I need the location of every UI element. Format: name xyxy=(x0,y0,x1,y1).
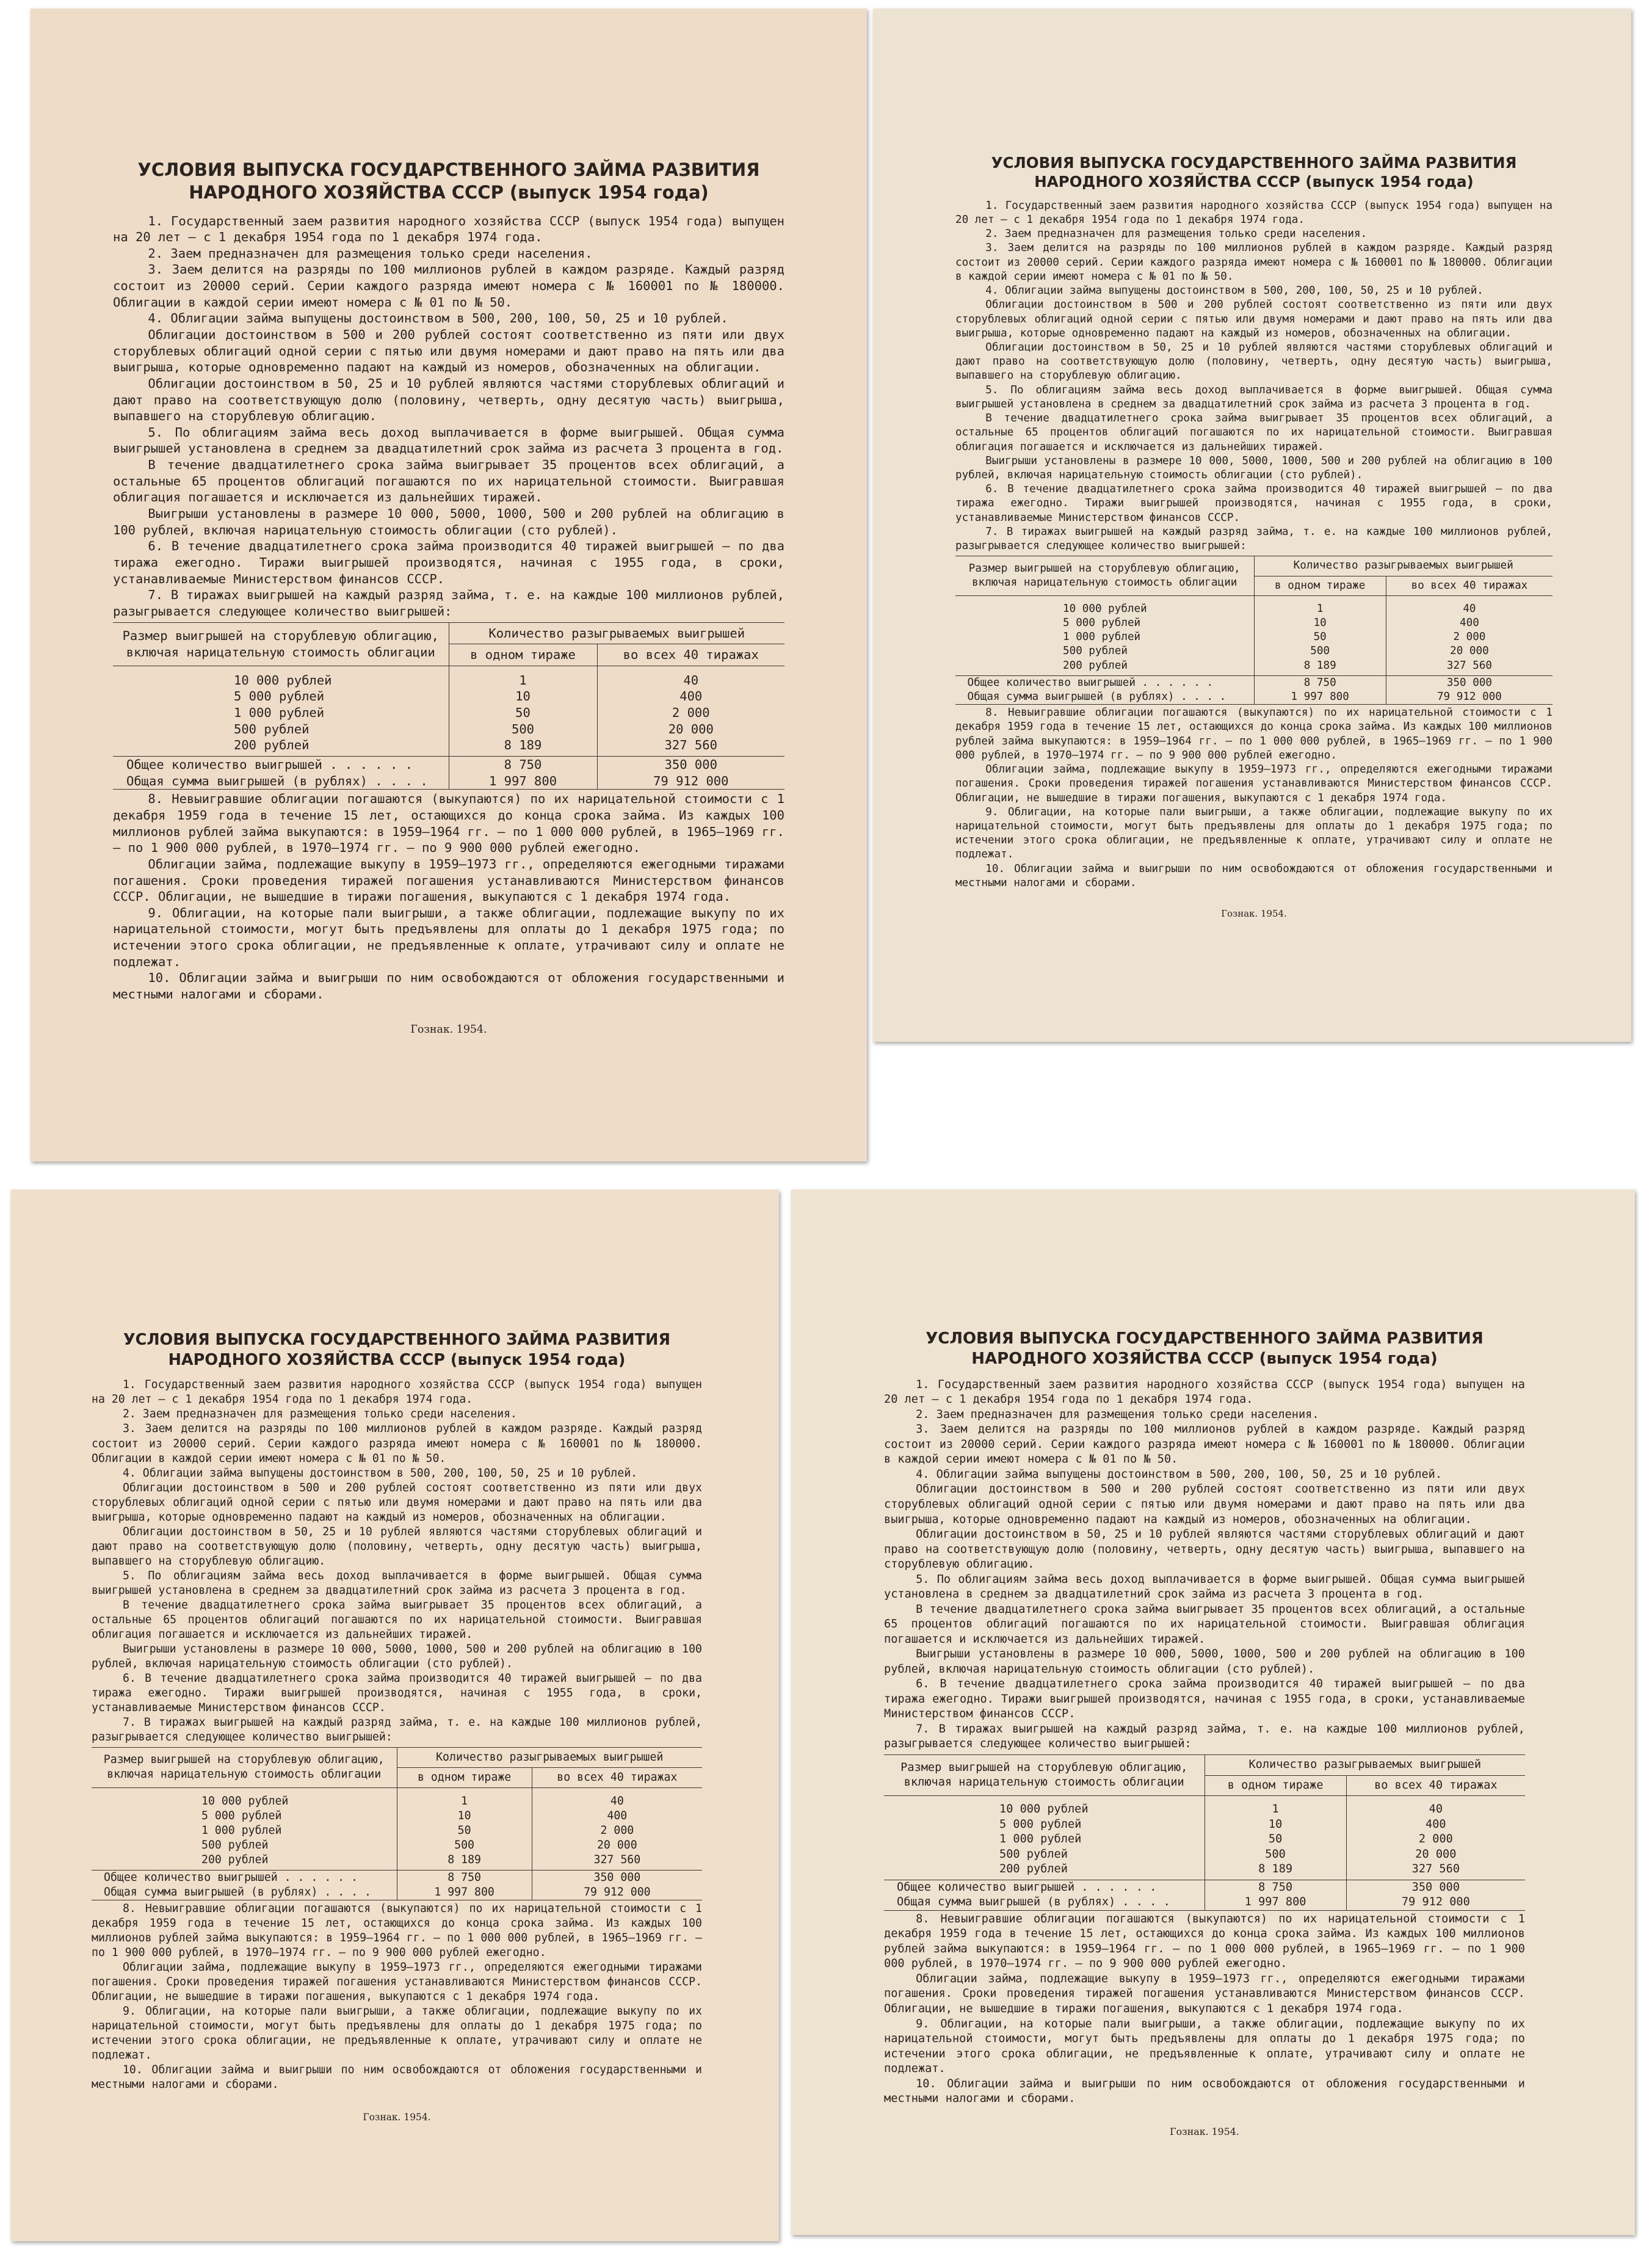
condition-paragraph-5: Облигации достоинством в 500 и 200 рублей состоят соответственно из пяти или двух сторублевых облигаций одной серии с пятью или двумя номерами и дают право на пять или два выигрыша, которые одновременно падают на каждый из номеров, обозначенных на облигации. xyxy=(884,1483,1525,1526)
table-row-total-sum xyxy=(955,690,1552,705)
winnings-table xyxy=(92,1747,702,1900)
condition-paragraph-1: 1. Государственный заем развития народного хозяйства СССР (выпуск 1954 года) выпущен на 20 лет — с 1 декабря 1954 года по 1 декабря 1974 года. xyxy=(884,1378,1525,1406)
winnings-table xyxy=(884,1754,1525,1911)
imprint-goznak: Гознак. 1954. xyxy=(363,2112,431,2123)
winnings-size: 1 000 рублей xyxy=(113,705,449,721)
title-line-2: НАРОДНОГО ХОЗЯЙСТВА СССР (выпуск 1954 года) xyxy=(971,1350,1438,1369)
count-one-draw: 10 xyxy=(449,688,597,705)
table-row xyxy=(955,595,1552,616)
winnings-size: 1 000 рублей xyxy=(955,630,1254,644)
count-one-draw: 500 xyxy=(1205,1847,1346,1863)
subheader-one-draw: в одном тираже xyxy=(449,644,597,666)
count-all-draws: 327 560 xyxy=(1411,1863,1460,1876)
table-row xyxy=(884,1796,1525,1817)
condition-paragraph-4: 4. Облигации займа выпущены достоинством в 500, 200, 100, 50, 25 и 10 рублей. xyxy=(122,1466,638,1480)
count-all-draws: 400 xyxy=(1460,616,1479,629)
total-sum-one: 1 997 800 xyxy=(397,1885,532,1900)
total-sum-one: 1 997 800 xyxy=(1254,690,1386,705)
condition-paragraph-15: 10. Облигации займа и выигрыши по ним освобождаются от обложения государственными и местными налогами и сборами. xyxy=(955,862,1552,889)
condition-paragraph-2: 2. Заем предназначен для размещения только среди населения. xyxy=(148,245,593,261)
conditions-after-table xyxy=(884,1912,1525,2107)
total-count-all: 350 000 xyxy=(597,757,784,773)
condition-paragraph-6: Облигации достоинством в 50, 25 и 10 рублей являются частями сторублевых облигаций и дают право на соответствующую долю (половину, четверть, одну десятую часть) выигрыша, выпавшего на сторублевую облигацию. xyxy=(884,1528,1525,1571)
winnings-size: 10 000 рублей xyxy=(92,1787,397,1809)
table-row xyxy=(113,721,784,738)
conditions-before-table xyxy=(955,199,1552,553)
condition-paragraph-3: 3. Заем делится на разряды по 100 миллионов рублей в каждом разряде. Каждый разряд состоит из 20000 серий. Серии каждого разряда имеют номера с № 160001 по № 180000. Облигации в каждой серии имеют номера с № 01 по № 50. xyxy=(955,242,1552,283)
sheet-content xyxy=(113,159,784,1037)
table-row xyxy=(884,1817,1525,1833)
subheader-one-draw: в одном тираже xyxy=(1254,576,1386,595)
condition-paragraph-5: Облигации достоинством в 500 и 200 рублей состоят соответственно из пяти или двух сторублевых облигаций одной серии с пятью или двумя номерами и дают право на пять или два выигрыша, которые одновременно падают на каждый из номеров, обозначенных на облигации. xyxy=(113,327,784,375)
col-header-count: Количество разыгрываемых выигрышей xyxy=(449,622,784,644)
winnings-rows xyxy=(955,595,1552,675)
sheet-content xyxy=(884,1329,1525,2139)
table-row xyxy=(884,1847,1525,1863)
condition-paragraph-11: 7. В тиражах выигрышей на каждый разряд займа, т. е. на каждые 100 миллионов рублей, разыгрывается следующее количество выигрышей: xyxy=(884,1722,1525,1751)
winnings-size: 10 000 рублей xyxy=(113,666,449,688)
table-row xyxy=(884,1862,1525,1880)
winnings-rows xyxy=(884,1796,1525,1880)
condition-paragraph-7: 5. По облигациям займа весь доход выплачивается в форме выигрышей. Общая сумма выигрышей установлена в среднем за двадцатилетний срок займа из расчета 3 процента в год. xyxy=(955,384,1552,410)
bond-sheet-top-right xyxy=(873,9,1631,1042)
winnings-size: 500 рублей xyxy=(955,644,1254,658)
condition-paragraph-13: Облигации займа, подлежащие выкупу в 1959—1973 гг., определяются ежегодными тиражами погашения. Сроки проведения тиражей погашения устанавливаются Министерством финансов СССР. Облигации, не вышедшие в тиражи погашения, выкупаются с 1 декабря 1974 года. xyxy=(955,763,1552,804)
total-count-all: 350 000 xyxy=(1386,675,1552,690)
table-row xyxy=(92,1809,702,1823)
count-one-draw: 50 xyxy=(1205,1832,1346,1847)
condition-paragraph-12: 8. Невыигравшие облигации погашаются (выкупаются) по их нарицательной стоимости с 1 декабря 1959 года в течение 15 лет, остающихся до конца срока займа. Из каждых 100 миллионов рублей займа выкупаются: в 1959—1964 гг. — по 1 000 000 рублей, в 1965—1969 гг. — по 1 900 000 рублей, в 1970—1974 гг. — по 9 900 000 рублей ежегодно. xyxy=(955,707,1552,762)
winnings-rows xyxy=(92,1787,702,1870)
condition-paragraph-12: 8. Невыигравшие облигации погашаются (выкупаются) по их нарицательной стоимости с 1 декабря 1959 года в течение 15 лет, остающихся до конца срока займа. Из каждых 100 миллионов рублей займа выкупаются: в 1959—1964 гг. — по 1 000 000 рублей, в 1965—1969 гг. — по 1 900 000 рублей, в 1970—1974 гг. — по 9 900 000 рублей ежегодно. xyxy=(113,791,784,856)
condition-paragraph-1: 1. Государственный заем развития народного хозяйства СССР (выпуск 1954 года) выпущен на 20 лет — с 1 декабря 1954 года по 1 декабря 1974 года. xyxy=(955,199,1552,227)
condition-paragraph-8: В течение двадцатилетнего срока займа выигрывает 35 процентов всех облигаций, а остальные 65 процентов облигаций погашаются по их нарицательной стоимости. Выигравшая облигация погашается и исключается из дальнейших тиражей. xyxy=(884,1602,1525,1646)
count-all-draws: 20 000 xyxy=(668,721,714,736)
winnings-rows xyxy=(113,666,784,756)
sheet-content xyxy=(92,1330,702,2124)
count-all-draws: 327 560 xyxy=(664,738,717,753)
conditions-after-table xyxy=(92,1902,702,2092)
subheader-one-draw: в одном тираже xyxy=(1205,1775,1346,1796)
title-line-1: УСЛОВИЯ ВЫПУСКА ГОСУДАРСТВЕННОГО ЗАЙМА РАЗВИТИЯ xyxy=(926,1329,1484,1348)
winnings-size: 500 рублей xyxy=(92,1838,397,1853)
condition-paragraph-15: 10. Облигации займа и выигрыши по ним освобождаются от обложения государственными и местными налогами и сборами. xyxy=(92,2063,702,2092)
total-count-one: 8 750 xyxy=(449,757,597,773)
condition-paragraph-9: Выигрыши установлены в размере 10 000, 5000, 1000, 500 и 200 рублей на облигацию в 100 рублей, включая нарицательную стоимость облигации (сто рублей). xyxy=(113,506,784,537)
winnings-size: 200 рублей xyxy=(884,1862,1205,1880)
count-one-draw: 1 xyxy=(1254,595,1386,616)
condition-paragraph-8: В течение двадцатилетнего срока займа выигрывает 35 процентов всех облигаций, а остальные 65 процентов облигаций погашаются по их нарицательной стоимости. Выигравшая облигация погашается и исключается из дальнейших тиражей. xyxy=(955,412,1552,453)
document-title xyxy=(884,1329,1525,1370)
count-one-draw: 8 189 xyxy=(1254,659,1386,676)
bond-sheet-bottom-right xyxy=(791,1190,1635,2235)
winnings-size: 10 000 рублей xyxy=(955,595,1254,616)
condition-paragraph-13: Облигации займа, подлежащие выкупу в 1959—1973 гг., определяются ежегодными тиражами погашения. Сроки проведения тиражей погашения устанавливаются Министерством финансов СССР. Облигации, не вышедшие в тиражи погашения, выкупаются с 1 декабря 1974 года. xyxy=(92,1961,702,2004)
count-one-draw: 50 xyxy=(397,1823,532,1838)
winnings-size: 5 000 рублей xyxy=(92,1809,397,1823)
imprint-goznak: Гознак. 1954. xyxy=(1221,907,1287,919)
total-count-all: 350 000 xyxy=(532,1870,702,1885)
title-line-2: НАРОДНОГО ХОЗЯЙСТВА СССР (выпуск 1954 года) xyxy=(189,182,709,203)
table-row-total-count xyxy=(955,675,1552,690)
winnings-size: 200 рублей xyxy=(92,1853,397,1870)
winnings-size: 5 000 рублей xyxy=(113,688,449,705)
total-sum-all: 79 912 000 xyxy=(1401,1896,1470,1909)
condition-paragraph-15: 10. Облигации займа и выигрыши по ним освобождаются от обложения государственными и местными налогами и сборами. xyxy=(884,2077,1525,2106)
table-row xyxy=(955,616,1552,630)
conditions-before-table xyxy=(113,213,784,620)
table-row xyxy=(92,1787,702,1809)
subheader-all-draws: во всех 40 тиражах xyxy=(532,1767,702,1787)
title-line-2: НАРОДНОГО ХОЗЯЙСТВА СССР (выпуск 1954 года) xyxy=(168,1350,626,1369)
winnings-table xyxy=(955,556,1552,705)
table-row xyxy=(955,659,1552,676)
count-one-draw: 500 xyxy=(449,721,597,738)
document-title xyxy=(955,153,1552,192)
sheet-content xyxy=(955,153,1552,920)
condition-paragraph-5: Облигации достоинством в 500 и 200 рублей состоят соответственно из пяти или двух сторублевых облигаций одной серии с пятью или двумя номерами и дают право на пять или два выигрыша, которые одновременно падают на каждый из номеров, обозначенных на облигации. xyxy=(92,1481,702,1524)
condition-paragraph-15: 10. Облигации займа и выигрыши по ним освобождаются от обложения государственными и местными налогами и сборами. xyxy=(113,970,784,1002)
total-count-all: 350 000 xyxy=(1346,1880,1525,1895)
table-row xyxy=(113,688,784,705)
condition-paragraph-3: 3. Заем делится на разряды по 100 миллионов рублей в каждом разряде. Каждый разряд состоит из 20000 серий. Серии каждого разряда имеют номера с № 160001 по № 180000. Облигации в каждой серии имеют номера с № 01 по № 50. xyxy=(92,1422,702,1465)
table-row xyxy=(113,737,784,756)
condition-paragraph-7: 5. По облигациям займа весь доход выплачивается в форме выигрышей. Общая сумма выигрышей установлена в среднем за двадцатилетний срок займа из расчета 3 процента в год. xyxy=(92,1569,702,1597)
total-count-one: 8 750 xyxy=(1205,1880,1346,1895)
imprint-goznak: Гознак. 1954. xyxy=(410,1023,487,1036)
total-count-label: Общее количество выигрышей . . . . . . xyxy=(92,1870,397,1885)
title-line-1: УСЛОВИЯ ВЫПУСКА ГОСУДАРСТВЕННОГО ЗАЙМА РАЗВИТИЯ xyxy=(123,1331,670,1349)
condition-paragraph-8: В течение двадцатилетнего срока займа выигрывает 35 процентов всех облигаций, а остальные 65 процентов облигаций погашаются по их нарицательной стоимости. Выигравшая облигация погашается и исключается из дальнейших тиражей. xyxy=(113,457,784,505)
total-count-label: Общее количество выигрышей . . . . . . xyxy=(113,757,449,773)
total-sum-all: 79 912 000 xyxy=(653,773,729,788)
winnings-size: 200 рублей xyxy=(113,737,449,756)
total-count-label: Общее количество выигрышей . . . . . . xyxy=(884,1880,1205,1895)
condition-paragraph-9: Выигрыши установлены в размере 10 000, 5000, 1000, 500 и 200 рублей на облигацию в 100 рублей, включая нарицательную стоимость облигации (сто рублей). xyxy=(955,454,1552,481)
condition-paragraph-6: Облигации достоинством в 50, 25 и 10 рублей являются частями сторублевых облигаций и дают право на соответствующую долю (половину, четверть, одну десятую часть) выигрыша, выпавшего на сторублевую облигацию. xyxy=(955,341,1552,382)
condition-paragraph-10: 6. В течение двадцатилетнего срока займа производится 40 тиражей выигрышей — по два тиража ежегодно. Тиражи выигрышей производятся, начиная с 1955 года, в сроки, устанавливаемые Министерством финансов СССР. xyxy=(92,1671,702,1714)
condition-paragraph-4: 4. Облигации займа выпущены достоинством в 500, 200, 100, 50, 25 и 10 рублей. xyxy=(148,311,728,326)
count-all-draws: 2 000 xyxy=(672,705,710,721)
total-sum-label: Общая сумма выигрышей (в рублях) . . . . xyxy=(884,1895,1205,1910)
subheader-all-draws: во всех 40 тиражах xyxy=(597,644,784,666)
total-sum-all: 79 912 000 xyxy=(1436,691,1502,703)
condition-paragraph-1: 1. Государственный заем развития народного хозяйства СССР (выпуск 1954 года) выпущен на 20 лет — с 1 декабря 1954 года по 1 декабря 1974 года. xyxy=(113,213,784,245)
document-title xyxy=(92,1330,702,1370)
conditions-after-table xyxy=(955,706,1552,890)
winnings-size: 500 рублей xyxy=(884,1847,1205,1863)
condition-paragraph-5: Облигации достоинством в 500 и 200 рублей состоят соответственно из пяти или двух сторублевых облигаций одной серии с пятью или двумя номерами и дают право на пять или два выигрыша, которые одновременно падают на каждый из номеров, обозначенных на облигации. xyxy=(955,299,1552,340)
subheader-one-draw: в одном тираже xyxy=(397,1767,532,1787)
count-all-draws: 2 000 xyxy=(1453,631,1486,644)
total-sum-label: Общая сумма выигрышей (в рублях) . . . . xyxy=(113,773,449,790)
count-one-draw: 10 xyxy=(397,1809,532,1823)
count-one-draw: 8 189 xyxy=(1205,1862,1346,1880)
table-row xyxy=(884,1832,1525,1847)
table-row-total-count xyxy=(884,1880,1525,1895)
count-all-draws: 400 xyxy=(607,1809,628,1822)
count-all-draws: 2 000 xyxy=(1418,1833,1453,1846)
conditions-after-table xyxy=(113,791,784,1002)
conditions-before-table xyxy=(884,1378,1525,1752)
condition-paragraph-9: Выигрыши установлены в размере 10 000, 5000, 1000, 500 и 200 рублей на облигацию в 100 рублей, включая нарицательную стоимость облигации (сто рублей). xyxy=(92,1642,702,1670)
count-one-draw: 8 189 xyxy=(397,1853,532,1870)
condition-paragraph-4: 4. Облигации займа выпущены достоинством в 500, 200, 100, 50, 25 и 10 рублей. xyxy=(916,1467,1443,1481)
table-row xyxy=(113,666,784,688)
table-row xyxy=(92,1823,702,1838)
condition-paragraph-1: 1. Государственный заем развития народного хозяйства СССР (выпуск 1954 года) выпущен на 20 лет — с 1 декабря 1954 года по 1 декабря 1974 года. xyxy=(92,1378,702,1406)
table-row-total-count xyxy=(113,757,784,773)
count-one-draw: 500 xyxy=(1254,644,1386,658)
table-row xyxy=(955,630,1552,644)
count-one-draw: 10 xyxy=(1254,616,1386,630)
winnings-size: 5 000 рублей xyxy=(955,616,1254,630)
count-all-draws: 400 xyxy=(1426,1817,1446,1831)
total-sum-one: 1 997 800 xyxy=(449,773,597,790)
count-all-draws: 40 xyxy=(1346,1796,1525,1817)
winnings-size: 200 рублей xyxy=(955,659,1254,676)
table-row xyxy=(955,644,1552,658)
table-row-total-sum xyxy=(113,773,784,790)
winnings-size: 10 000 рублей xyxy=(884,1796,1205,1817)
condition-paragraph-12: 8. Невыигравшие облигации погашаются (выкупаются) по их нарицательной стоимости с 1 декабря 1959 года в течение 15 лет, остающихся до конца срока займа. Из каждых 100 миллионов рублей займа выкупаются: в 1959—1964 гг. — по 1 000 000 рублей, в 1965—1969 гг. — по 1 900 000 рублей, в 1970—1974 гг. — по 9 900 000 рублей ежегодно. xyxy=(884,1912,1525,1971)
count-all-draws: 327 560 xyxy=(1446,659,1493,672)
table-row xyxy=(92,1838,702,1853)
conditions-before-table xyxy=(92,1378,702,1744)
title-line-1: УСЛОВИЯ ВЫПУСКА ГОСУДАРСТВЕННОГО ЗАЙМА РАЗВИТИЯ xyxy=(991,154,1517,172)
count-all-draws: 40 xyxy=(532,1787,702,1809)
condition-paragraph-7: 5. По облигациям займа весь доход выплачивается в форме выигрышей. Общая сумма выигрышей установлена в среднем за двадцатилетний срок займа из расчета 3 процента в год. xyxy=(884,1572,1525,1601)
condition-paragraph-14: 9. Облигации, на которые пали выигрыши, а также облигации, подлежащие выкупу по их нарицательной стоимости, могут быть предъявлены для оплаты до 1 декабря 1975 года; по истечении этого срока облигации, не предъявленные к оплате, утрачивают силу и оплате не подлежат. xyxy=(113,905,784,969)
condition-paragraph-2: 2. Заем предназначен для размещения только среди населения. xyxy=(122,1408,517,1421)
condition-paragraph-13: Облигации займа, подлежащие выкупу в 1959—1973 гг., определяются ежегодными тиражами погашения. Сроки проведения тиражей погашения устанавливаются Министерством финансов СССР. Облигации, не вышедшие в тиражи погашения, выкупаются с 1 декабря 1974 года. xyxy=(113,856,784,904)
title-line-2: НАРОДНОГО ХОЗЯЙСТВА СССР (выпуск 1954 года) xyxy=(1034,173,1474,191)
count-one-draw: 500 xyxy=(397,1838,532,1853)
total-count-one: 8 750 xyxy=(397,1870,532,1885)
subheader-all-draws: во всех 40 тиражах xyxy=(1346,1775,1525,1796)
table-row-total-sum xyxy=(884,1895,1525,1910)
col-header-size: Размер выигрышей на сторублевую облигацию, включая нарицательную стоимость облигации xyxy=(92,1747,397,1787)
condition-paragraph-11: 7. В тиражах выигрышей на каждый разряд займа, т. е. на каждые 100 миллионов рублей, разыгрывается следующее количество выигрышей: xyxy=(113,587,784,619)
count-one-draw: 8 189 xyxy=(449,737,597,756)
condition-paragraph-10: 6. В течение двадцатилетнего срока займа производится 40 тиражей выигрышей — по два тиража ежегодно. Тиражи выигрышей производятся, начиная с 1955 года, в сроки, устанавливаемые Министерством финансов СССР. xyxy=(955,483,1552,524)
col-header-count: Количество разыгрываемых выигрышей xyxy=(1254,556,1552,576)
total-count-label: Общее количество выигрышей . . . . . . xyxy=(955,675,1254,690)
condition-paragraph-8: В течение двадцатилетнего срока займа выигрывает 35 процентов всех облигаций, а остальные 65 процентов облигаций погашаются по их нарицательной стоимости. Выигравшая облигация погашается и исключается из дальнейших тиражей. xyxy=(92,1598,702,1641)
condition-paragraph-14: 9. Облигации, на которые пали выигрыши, а также облигации, подлежащие выкупу по их нарицательной стоимости, могут быть предъявлены для оплаты до 1 декабря 1975 года; по истечении этого срока облигации, не предъявленные к оплате, утрачивают силу и оплате не подлежат. xyxy=(884,2017,1525,2076)
winnings-size: 500 рублей xyxy=(113,721,449,738)
col-header-count: Количество разыгрываемых выигрышей xyxy=(1205,1755,1525,1776)
condition-paragraph-3: 3. Заем делится на разряды по 100 миллионов рублей в каждом разряде. Каждый разряд состоит из 20000 серий. Серии каждого разряда имеют номера с № 160001 по № 180000. Облигации в каждой серии имеют номера с № 01 по № 50. xyxy=(113,262,784,310)
subheader-all-draws: во всех 40 тиражах xyxy=(1386,576,1552,595)
bond-sheet-bottom-left xyxy=(11,1190,779,2241)
table-row-total-sum xyxy=(92,1885,702,1900)
col-header-size: Размер выигрышей на сторублевую облигацию, включая нарицательную стоимость облигации xyxy=(113,622,449,666)
count-all-draws: 40 xyxy=(597,666,784,688)
winnings-size: 1 000 рублей xyxy=(884,1832,1205,1847)
condition-paragraph-10: 6. В течение двадцатилетнего срока займа производится 40 тиражей выигрышей — по два тиража ежегодно. Тиражи выигрышей производятся, начиная с 1955 года, в сроки, устанавливаемые Министерством финансов СССР. xyxy=(884,1678,1525,1721)
total-sum-label: Общая сумма выигрышей (в рублях) . . . . xyxy=(955,690,1254,705)
count-all-draws: 40 xyxy=(1386,595,1552,616)
total-sum-label: Общая сумма выигрышей (в рублях) . . . . xyxy=(92,1885,397,1900)
count-all-draws: 20 000 xyxy=(596,1838,637,1852)
table-row xyxy=(92,1853,702,1870)
count-one-draw: 1 xyxy=(397,1787,532,1809)
winnings-size: 1 000 рублей xyxy=(92,1823,397,1838)
condition-paragraph-2: 2. Заем предназначен для размещения только среди населения. xyxy=(985,228,1368,241)
condition-paragraph-11: 7. В тиражах выигрышей на каждый разряд займа, т. е. на каждые 100 миллионов рублей, разыгрывается следующее количество выигрышей: xyxy=(955,525,1552,553)
condition-paragraph-2: 2. Заем предназначен для размещения только среди населения. xyxy=(916,1408,1319,1421)
count-one-draw: 50 xyxy=(1254,630,1386,644)
condition-paragraph-4: 4. Облигации займа выпущены достоинством в 500, 200, 100, 50, 25 и 10 рублей. xyxy=(985,285,1484,297)
count-all-draws: 20 000 xyxy=(1415,1847,1457,1861)
condition-paragraph-6: Облигации достоинством в 50, 25 и 10 рублей являются частями сторублевых облигаций и дают право на соответствующую долю (половину, четверть, одну десятую часть) выигрыша, выпавшего на сторублевую облигацию. xyxy=(113,376,784,424)
title-line-1: УСЛОВИЯ ВЫПУСКА ГОСУДАРСТВЕННОГО ЗАЙМА РАЗВИТИЯ xyxy=(137,159,760,180)
document-title xyxy=(113,159,784,204)
condition-paragraph-14: 9. Облигации, на которые пали выигрыши, а также облигации, подлежащие выкупу по их нарицательной стоимости, могут быть предъявлены для оплаты до 1 декабря 1975 года; по истечении этого срока облигации, не предъявленные к оплате, утрачивают силу и оплате не подлежат. xyxy=(955,805,1552,861)
condition-paragraph-10: 6. В течение двадцатилетнего срока займа производится 40 тиражей выигрышей — по два тиража ежегодно. Тиражи выигрышей производятся, начиная с 1955 года, в сроки, устанавливаемые Министерством финансов СССР. xyxy=(113,539,784,586)
winnings-table xyxy=(113,622,784,790)
total-sum-all: 79 912 000 xyxy=(584,1885,651,1899)
condition-paragraph-11: 7. В тиражах выигрышей на каждый разряд займа, т. е. на каждые 100 миллионов рублей, разыгрывается следующее количество выигрышей: xyxy=(92,1715,702,1743)
condition-paragraph-13: Облигации займа, подлежащие выкупу в 1959—1973 гг., определяются ежегодными тиражами погашения. Сроки проведения тиражей погашения устанавливаются Министерством финансов СССР. Облигации, не вышедшие в тиражи погашения, выкупаются с 1 декабря 1974 года. xyxy=(884,1972,1525,2015)
condition-paragraph-9: Выигрыши установлены в размере 10 000, 5000, 1000, 500 и 200 рублей на облигацию в 100 рублей, включая нарицательную стоимость облигации (сто рублей). xyxy=(884,1648,1525,1676)
condition-paragraph-12: 8. Невыигравшие облигации погашаются (выкупаются) по их нарицательной стоимости с 1 декабря 1959 года в течение 15 лет, остающихся до конца срока займа. Из каждых 100 миллионов рублей займа выкупаются: в 1959—1964 гг. — по 1 000 000 рублей, в 1965—1969 гг. — по 1 900 000 рублей, в 1970—1974 гг. — по 9 900 000 рублей ежегодно. xyxy=(92,1902,702,1960)
table-row-total-count xyxy=(92,1870,702,1885)
count-all-draws: 20 000 xyxy=(1450,645,1489,658)
count-one-draw: 1 xyxy=(1205,1796,1346,1817)
condition-paragraph-6: Облигации достоинством в 50, 25 и 10 рублей являются частями сторублевых облигаций и дают право на соответствующую долю (половину, четверть, одну десятую часть) выигрыша, выпавшего на сторублевую облигацию. xyxy=(92,1525,702,1568)
count-one-draw: 50 xyxy=(449,705,597,721)
imprint-goznak: Гознак. 1954. xyxy=(1170,2125,1239,2137)
bond-sheet-top-left xyxy=(31,9,867,1162)
total-count-one: 8 750 xyxy=(1254,675,1386,690)
col-header-size: Размер выигрышей на сторублевую облигацию, включая нарицательную стоимость облигации xyxy=(955,556,1254,595)
col-header-count: Количество разыгрываемых выигрышей xyxy=(397,1747,702,1767)
count-one-draw: 1 xyxy=(449,666,597,688)
condition-paragraph-7: 5. По облигациям займа весь доход выплачивается в форме выигрышей. Общая сумма выигрышей установлена в среднем за двадцатилетний срок займа из расчета 3 процента в год. xyxy=(113,424,784,456)
count-all-draws: 327 560 xyxy=(593,1853,641,1866)
count-one-draw: 10 xyxy=(1205,1817,1346,1833)
col-header-size: Размер выигрышей на сторублевую облигацию, включая нарицательную стоимость облигации xyxy=(884,1755,1205,1796)
total-sum-one: 1 997 800 xyxy=(1205,1895,1346,1910)
table-row xyxy=(113,705,784,721)
condition-paragraph-14: 9. Облигации, на которые пали выигрыши, а также облигации, подлежащие выкупу по их нарицательной стоимости, могут быть предъявлены для оплаты до 1 декабря 1975 года; по истечении этого срока облигации, не предъявленные к оплате, утрачивают силу и оплате не подлежат. xyxy=(92,2005,702,2062)
winnings-size: 5 000 рублей xyxy=(884,1817,1205,1833)
condition-paragraph-3: 3. Заем делится на разряды по 100 миллионов рублей в каждом разряде. Каждый разряд состоит из 20000 серий. Серии каждого разряда имеют номера с № 160001 по № 180000. Облигации в каждой серии имеют номера с № 01 по № 50. xyxy=(884,1423,1525,1466)
count-all-draws: 2 000 xyxy=(600,1823,634,1837)
count-all-draws: 400 xyxy=(679,689,703,704)
